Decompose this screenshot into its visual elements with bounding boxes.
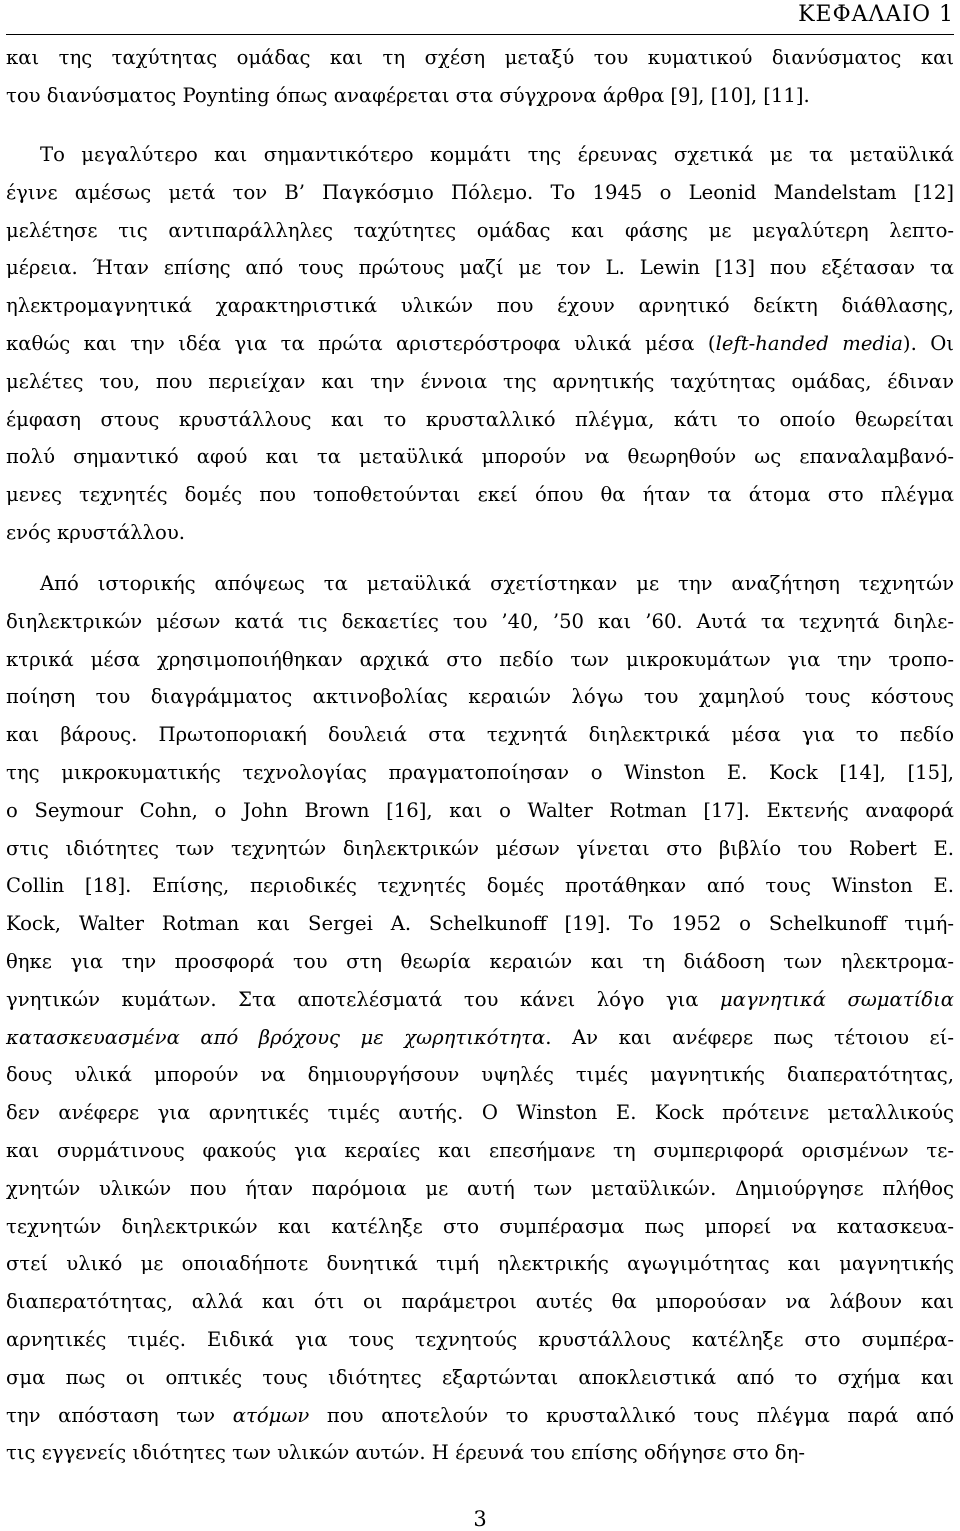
text-line bbox=[6, 981, 954, 1019]
text-segment: στις ιδιότητες των τεχνητών διηλεκτρικών μέσων γίνεται στο βιβλίο του Robert E. bbox=[6, 836, 954, 860]
text-segment: τις εγγενείς ιδιότητες των υλικών αυτών. Η έρευνά του επίσης οδήγησε στο δη- bbox=[6, 1441, 805, 1465]
text-segment: μελέτες του, που περιείχαν και την έννοια της αρνητικής ταχύτητας ομάδας, έδιναν bbox=[6, 369, 954, 393]
text-line bbox=[6, 212, 954, 250]
italic-text: ατόμων bbox=[232, 1403, 310, 1427]
text-line bbox=[6, 39, 954, 77]
text-line bbox=[6, 1359, 954, 1397]
text-segment: του διανύσματος Poynting όπως αναφέρεται στα σύγχρονα άρθρα [9], [10], [11]. bbox=[6, 83, 810, 107]
paragraph bbox=[6, 136, 954, 552]
text-segment: την απόσταση των bbox=[6, 1403, 233, 1427]
text-segment: Kock, Walter Rotman και Sergei A. Schelkunoff [19]. Το 1952 ο Schelkunoff τιμή- bbox=[6, 912, 954, 936]
text-segment: της μικροκυματικής τεχνολογίας πραγματοποίησαν ο Winston E. Kock [14], [15], bbox=[6, 760, 954, 784]
text-segment: πολύ σημαντικό αφού και τα μεταϋλικά μπορούν να θεωρηθούν ως επαναλαμβανό- bbox=[6, 445, 954, 469]
text-line bbox=[6, 514, 954, 552]
text-line bbox=[6, 1397, 954, 1435]
text-segment: ηλεκτρομαγνητικά χαρακτηριστικά υλικών που έχουν αρνητικό δείκτη διάθλασης, bbox=[6, 294, 954, 318]
text-segment: μελέτησε τις αντιπαράλληλες ταχύτητες ομάδας και φάσης με μεγαλύτερη λεπτο- bbox=[6, 218, 954, 242]
text-line bbox=[6, 641, 954, 679]
text-line bbox=[6, 77, 954, 115]
text-line bbox=[6, 438, 954, 476]
text-segment: ενός κρυστάλλου. bbox=[6, 520, 185, 544]
text-segment: στεί υλικό με οποιαδήποτε δυνητικά τιμή ηλεκτρικής αγωγιμότητας και μαγνητικής bbox=[6, 1252, 954, 1276]
text-segment: και συρμάτινους φακούς για κεραίες και επεσήμανε τη συμπεριφορά ορισμένων τε- bbox=[6, 1138, 954, 1162]
text-segment: και βάρους. Πρωτοποριακή δουλειά στα τεχνητά διηλεκτρικά μέσα για το πεδίο bbox=[6, 723, 954, 747]
text-line bbox=[6, 867, 954, 905]
text-segment: τεχνητών διηλεκτρικών και κατέληξε στο συμπέρασμα πως μπορεί να κατασκευα- bbox=[6, 1214, 954, 1238]
text-line bbox=[6, 325, 954, 363]
text-line bbox=[6, 287, 954, 325]
text-segment: καθώς και την ιδέα για τα πρώτα αριστερόστροφα υλικά μέσα ( bbox=[6, 331, 716, 355]
running-header: ΚΕΦΑΛΑΙΟ 1 bbox=[798, 2, 954, 27]
text-line bbox=[6, 249, 954, 287]
italic-text: μαγνητικά σωματίδια bbox=[720, 987, 954, 1011]
text-segment: . Αν και ανέφερε πως τέτοιου εί- bbox=[545, 1025, 954, 1049]
text-line bbox=[6, 363, 954, 401]
text-segment: θηκε για την προσφορά του στη θεωρία κεραιών και τη διάδοση των ηλεκτρομα- bbox=[6, 949, 954, 973]
text-segment: σμα πως οι οπτικές τους ιδιότητες εξαρτώνται αποκλειστικά από το σχήμα και bbox=[6, 1365, 954, 1389]
text-line bbox=[6, 830, 954, 868]
text-line bbox=[6, 1208, 954, 1246]
text-segment: που αποτελούν το κρυσταλλικό τους πλέγμα παρά από bbox=[309, 1403, 954, 1427]
text-line bbox=[6, 678, 954, 716]
page-number: 3 bbox=[473, 1507, 487, 1531]
text-segment: διαπερατότητας, αλλά και ότι οι παράμετροι αυτές θα μπορούσαν να λάβουν και bbox=[6, 1290, 954, 1314]
text-segment: γνητικών κυμάτων. Στα αποτελέσματά του κάνει λόγο για bbox=[6, 987, 721, 1011]
text-segment: μέρεια. Ήταν επίσης από τους πρώτους μαζί με τον L. Lewin [13] που εξέτασαν τα bbox=[6, 256, 954, 280]
text-line bbox=[6, 136, 954, 174]
text-line bbox=[6, 1132, 954, 1170]
header-rule bbox=[6, 34, 954, 35]
text-segment: έγινε αμέσως μετά τον Β’ Παγκόσμιο Πόλεμο. Το 1945 ο Leonid Mandelstam [12] bbox=[6, 180, 954, 204]
text-segment: χνητών υλικών που ήταν παρόμοια με αυτή των μεταϋλικών. Δημιούργησε πλήθος bbox=[6, 1176, 954, 1200]
text-segment: δους υλικά μπορούν να δημιουργήσουν υψηλές τιμές μαγνητικής διαπερατότητας, bbox=[6, 1063, 954, 1087]
text-line bbox=[6, 905, 954, 943]
text-line bbox=[6, 943, 954, 981]
text-segment: αρνητικές τιμές. Ειδικά για τους τεχνητούς κρυστάλλους κατέληξε στο συμπέρα- bbox=[6, 1327, 954, 1351]
text-segment: διηλεκτρικών μέσων κατά τις δεκαετίες του ’40, ’50 και ’60. Αυτά τα τεχνητά διηλε- bbox=[6, 609, 954, 633]
paragraph bbox=[6, 39, 954, 115]
paragraph bbox=[6, 565, 954, 1472]
text-segment: ). Οι bbox=[902, 331, 954, 355]
text-segment: Collin [18]. Επίσης, περιοδικές τεχνητές δομές προτάθηκαν από τους Winston E. bbox=[6, 874, 954, 898]
text-segment: και της ταχύτητας ομάδας και τη σχέση μεταξύ του κυματικού διανύσματος και bbox=[6, 46, 954, 69]
text-segment: μενες τεχνητές δομές που τοποθετούνται εκεί όπου θα ήταν τα άτομα στο πλέγμα bbox=[6, 483, 954, 507]
text-segment: κτρικά μέσα χρησιμοποιήθηκαν αρχικά στο πεδίο των μικροκυμάτων για την τροπο- bbox=[6, 647, 954, 671]
text-segment: ποίηση του διαγράμματος ακτινοβολίας κεραιών λόγω του χαμηλού τους κόστους bbox=[6, 685, 954, 709]
text-line bbox=[6, 565, 954, 603]
text-line bbox=[6, 1283, 954, 1321]
text-line bbox=[6, 476, 954, 514]
text-line bbox=[6, 1094, 954, 1132]
text-line bbox=[6, 716, 954, 754]
text-line bbox=[6, 1321, 954, 1359]
text-line bbox=[6, 603, 954, 641]
text-line bbox=[6, 1170, 954, 1208]
text-line bbox=[6, 792, 954, 830]
text-line bbox=[6, 1245, 954, 1283]
italic-text: κατασκευασμένα από βρόχους με χωρητικότητα bbox=[6, 1025, 546, 1049]
text-line bbox=[6, 754, 954, 792]
text-segment: δεν ανέφερε για αρνητικές τιμές αυτής. Ο Winston E. Kock πρότεινε μεταλλικούς bbox=[6, 1101, 954, 1125]
text-line bbox=[6, 401, 954, 439]
text-segment: Από ιστορικής απόψεως τα μεταϋλικά σχετίστηκαν με την αναζήτηση τεχνητών bbox=[40, 572, 954, 595]
text-segment: ο Seymour Cohn, ο John Brown [16], και ο Walter Rotman [17]. Εκτενής αναφορά bbox=[6, 798, 954, 822]
text-line bbox=[6, 1056, 954, 1094]
text-line bbox=[6, 1019, 954, 1057]
text-segment: έμφαση στους κρυστάλλους και το κρυσταλλικό πλέγμα, κάτι το οποίο θεωρείται bbox=[6, 407, 954, 431]
text-line bbox=[6, 1434, 954, 1472]
italic-text: left-handed media bbox=[715, 331, 903, 355]
text-segment: Το μεγαλύτερο και σημαντικότερο κομμάτι της έρευνας σχετικά με τα μεταϋλικά bbox=[40, 143, 954, 166]
text-line bbox=[6, 174, 954, 212]
